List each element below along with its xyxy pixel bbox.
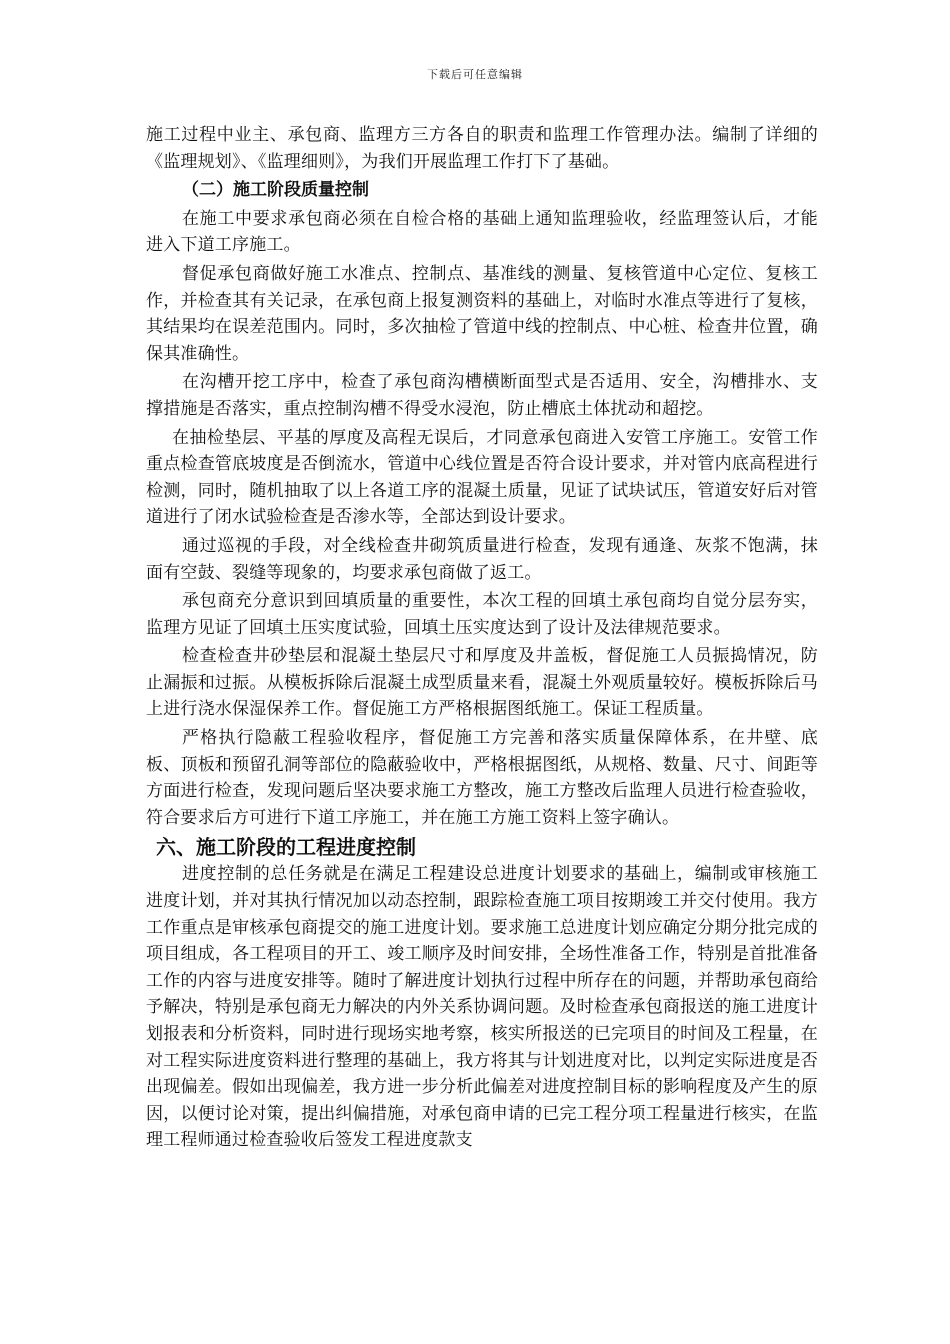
paragraph-backfill: 承包商充分意识到回填质量的重要性，本次工程的回填土承包商均自觉分层夯实，监理方见证了回填土压实度试验，回填土压实度达到了设计及法律规范要求。 — [146, 591, 818, 638]
paragraph-pipe-laying: 在抽检垫层、平基的厚度及高程无误后，才同意承包商进入安管工序施工。安管工作重点检查管底坡度是否倒流水，管道中心线位置是否符合设计要求，并对管内底高程进行检测，同时，随机抽取了以上各道工序的混凝土质量，见证了试块试压，管道安好后对管道进行了闭水试验检查是否渗水等，全部达到设计要求。 — [146, 427, 818, 528]
paragraph-masonry-inspection: 通过巡视的手段，对全线检查井砌筑质量进行检查，发现有通逢、灰浆不饱满，抹面有空鼓、裂缝等现象的，均要求承包商做了返工。 — [146, 535, 818, 583]
page-header-note: 下载后可任意编辑 — [427, 68, 523, 81]
paragraph-self-inspection: 在施工中要求承包商必须在自检合格的基础上通知监理验收，经监理签认后，才能进入下道工序施工。 — [146, 208, 818, 256]
paragraph-duties: 施工过程中业主、承包商、监理方三方各自的职责和监理工作管理办法。编制了详细的《监理规划》、《监理细则》，为我们开展监理工作打下了基础。 — [146, 125, 818, 172]
document-body — [146, 122, 818, 1156]
paragraph-concrete-cushion: 检查检查井砂垫层和混凝土垫层尺寸和厚度及井盖板，督促施工人员振捣情况，防止漏振和过振。从模板拆除后混凝土成型质量来看，混凝土外观质量较好。模板拆除后马上进行浇水保湿保养工作。督促施工方严格根据图纸施工。保证工程质量。 — [146, 646, 818, 720]
paragraph-trench-excavation: 在沟槽开挖工序中，检查了承包商沟槽横断面型式是否适用、安全，沟槽排水、支撑措施是否落实，重点控制沟槽不得受水浸泡，防止槽底土体扰动和超挖。 — [146, 372, 818, 419]
subheading-quality-control: （二）施工阶段质量控制 — [182, 180, 369, 201]
paragraph-schedule-control: 进度控制的总任务就是在满足工程建设总进度计划要求的基础上，编制或审核施工进度计划，并对其执行情况加以动态控制，跟踪检查施工项目按期竣工并交付使用。我方工作重点是审核承包商提交的施工进度计划。要求施工总进度计划应确定分期分批完成的项目组成，各工程项目的开工、竣工顺序及时间安排，全场性准备工作，特别是首批准备工作的内容与进度安排等。随时了解进度计划执行过程中所存在的问题，并帮助承包商给予解决，特别是承包商无力解决的内外关系协调问题。及时检查承包商报送的施工进度计划报表和分析资料，同时进行现场实地考察，核实所报送的已完项目的时间及工程量，在对工程实际进度资料进行整理的基础上，我方将其与计划进度对比，以判定实际进度是否出现偏差。假如出现偏差，我方进一步分析此偏差对进度控制目标的影响程度及产生的原因，以便讨论对策，提出纠偏措施，对承包商申请的已完工程分项工程量进行核实，在监理工程师通过检查验收后签发工程进度款支 — [146, 864, 818, 1151]
paragraph-survey-check: 督促承包商做好施工水准点、控制点、基准线的测量、复核管道中心定位、复核工作，并检查其有关记录，在承包商上报复测资料的基础上，对临时水准点等进行了复核，其结果均在误差范围内。同时，多次抽检了管道中线的控制点、中心桩、检查井位置，确保其准确性。 — [146, 263, 818, 364]
heading-schedule-control: 六、施工阶段的工程进度控制 — [156, 835, 416, 860]
paragraph-concealed-works: 严格执行隐蔽工程验收程序，督促施工方完善和落实质量保障体系，在井壁、底板、顶板和预留孔洞等部位的隐蔽验收中，严格根据图纸，从规格、数量、尺寸、间距等方面进行检查，发现问题后坚决要求施工方整改，施工方整改后监理人员进行检查验收，符合要求后方可进行下道工序施工，并在施工方施工资料上签字确认。 — [146, 728, 818, 828]
